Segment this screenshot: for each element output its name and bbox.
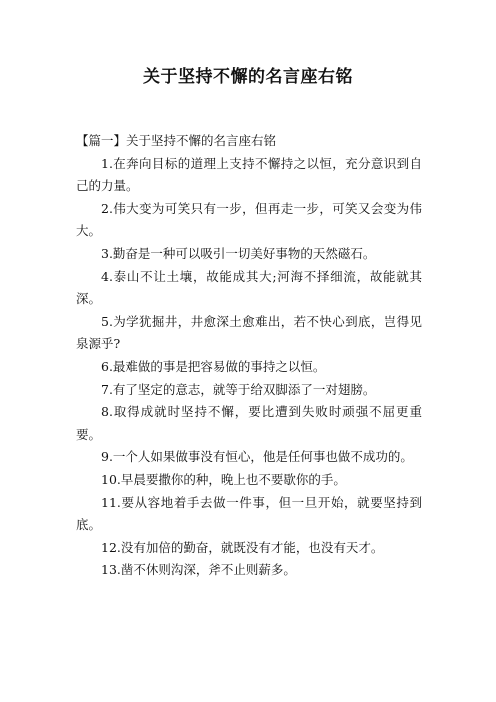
quote-item-9: 9.一个人如果做事没有恒心，他是任何事也做不成功的。 [101, 449, 413, 465]
quote-item-8: 8.取得成就时坚持不懈，要比遭到失败时顽强不屈更重要。 [76, 404, 422, 442]
quote-item-6: 6.最难做的事是把容易做的事持之以恒。 [101, 358, 326, 374]
section-heading: 【篇一】关于坚持不懈的名言座右铭 [76, 133, 277, 148]
quote-item-11: 11.要从容地着手去做一件事，但一旦开始，就要坚持到底。 [76, 494, 422, 533]
quote-item-13: 13.凿不休则沟深，斧不止则薪多。 [101, 562, 296, 578]
quote-item-2: 2.伟大变为可笑只有一步，但再走一步，可笑又会变为伟大。 [76, 200, 422, 239]
document-body [76, 130, 422, 582]
document-title: 关于坚持不懈的名言座右铭 [143, 67, 353, 87]
quote-item-1: 1.在奔向目标的道理上支持不懈持之以恒，充分意识到自己的力量。 [76, 155, 422, 194]
quote-item-5: 5.为学犹掘井，井愈深土愈难出，若不快心到底，岂得见泉源乎? [76, 313, 422, 352]
quote-item-12: 12.没有加倍的勤奋，就既没有才能，也没有天才。 [101, 539, 384, 555]
quote-item-10: 10.早晨要撒你的种，晚上也不要歇你的手。 [101, 471, 346, 487]
quote-item-4: 4.泰山不让土壤，故能成其大;河海不择细流，故能就其深。 [76, 268, 422, 307]
quote-item-7: 7.有了坚定的意志，就等于给双脚添了一对翅膀。 [101, 381, 376, 397]
quote-item-3: 3.勤奋是一种可以吸引一切美好事物的天然磁石。 [101, 245, 376, 261]
